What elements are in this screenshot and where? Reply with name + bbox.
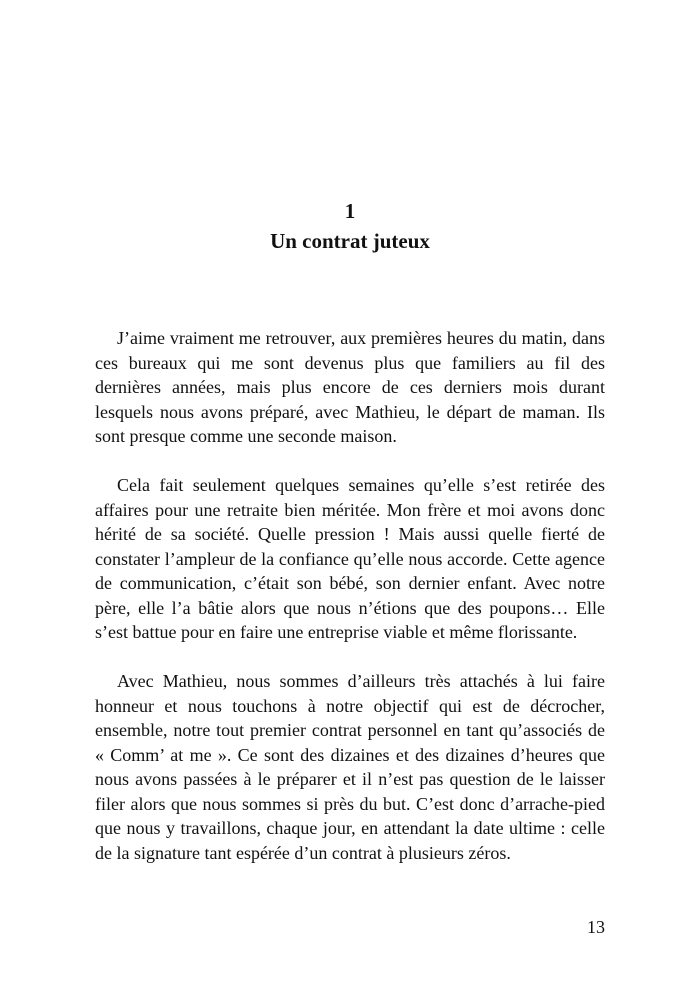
paragraph-2: Cela fait seulement quelques semaines qu’elle s’est retirée des affaires pour une retraite bien méritée. Mon frère et moi avons donc hérité de sa société. Quelle pression ! Mais aussi quelle fierté de constater l’ampleur de la confiance qu’elle nous accorde. Cette agence de communication, c’était son bébé, son dernier enfant. Avec notre père, elle l’a bâtie alors que nous n’étions que des poupons… Elle s’est battue pour en faire une entreprise viable et même florissante. (95, 475, 605, 642)
chapter-body (95, 326, 605, 890)
paragraph-3: Avec Mathieu, nous sommes d’ailleurs très attachés à lui faire honneur et nous touchons à notre objectif qui est de décrocher, ensemble, notre tout premier contrat personnel en tant qu’associés de « Comm’ at me ». Ce sont des dizaines et des dizaines d’heures que nous avons passées à le préparer et il n’est pas question de le laisser filer alors que nous sommes si près du but. C’est donc d’arrache-pied que nous y travaillons, chaque jour, en attendant la date ultime : celle de la signature tant espérée d’un contrat à plusieurs zéros. (95, 671, 605, 863)
chapter-title: Un contrat juteux (270, 229, 430, 253)
chapter-number: 1 (344, 199, 356, 223)
paragraph-1: J’aime vraiment me retrouver, aux premières heures du matin, dans ces bureaux qui me sont devenus plus que familiers au fil des dernières années, mais plus encore de ces derniers mois durant lesquels nous avons préparé, avec Mathieu, le départ de maman. Ils sont presque comme une seconde maison. (95, 328, 605, 446)
page-number: 13 (587, 917, 605, 937)
